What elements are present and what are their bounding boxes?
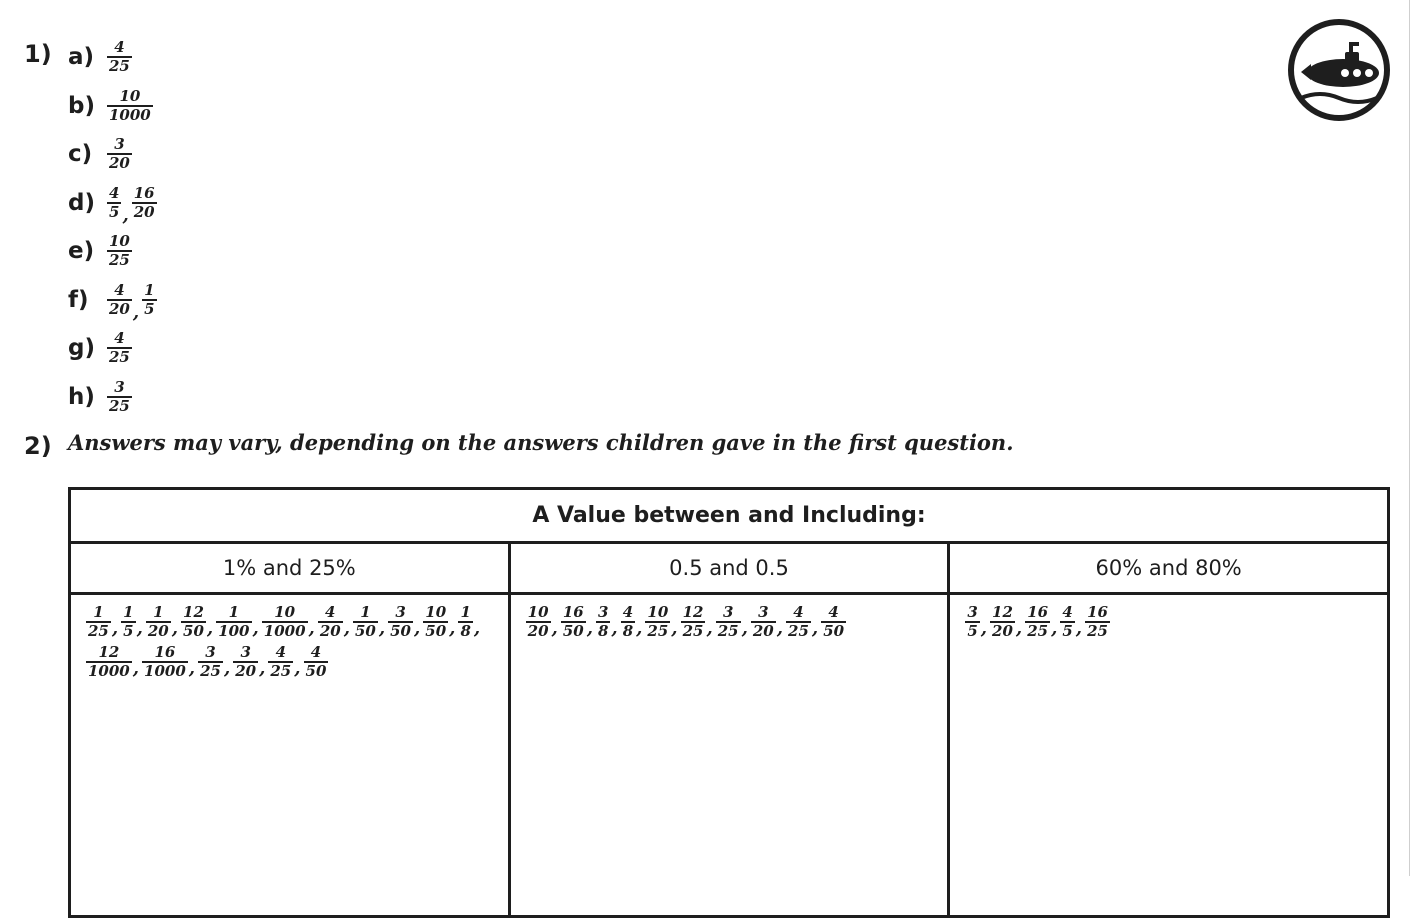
answer-row-h [68,374,133,420]
numerator: 1 [228,603,240,621]
answer-letter: b) [68,92,95,119]
comma-separator: , [811,618,819,639]
comma-separator: , [343,618,350,639]
comma-separator: , [132,301,140,323]
denominator: 20 [133,202,155,221]
comma-separator: , [586,618,593,639]
answer-letter: e) [68,238,95,264]
numerator: 4 [793,603,804,621]
comma-separator: , [122,204,129,226]
comma-separator: , [259,658,266,679]
denominator: 5 [1062,622,1073,640]
denominator: 8 [622,622,634,640]
cell-fraction [181,605,206,639]
answer-fraction [107,377,132,415]
denominator: 1000 [88,662,130,680]
comma-separator: , [449,618,456,639]
cell-fraction [561,605,586,639]
denominator: 25 [109,348,130,366]
numerator: 1 [144,280,155,299]
numerator: 1 [93,603,104,621]
cell-fraction [621,605,635,639]
answer-row-d [68,180,158,226]
denominator: 20 [527,622,549,640]
answer-fraction [132,183,157,221]
cell-fraction [353,605,378,639]
comma-separator: , [223,658,231,679]
denominator: 8 [597,622,609,640]
comma-separator: , [776,618,784,639]
cell-fraction [423,605,448,639]
cell-fraction [86,645,132,679]
comma-separator: , [111,618,119,639]
denominator: 25 [717,622,739,640]
cell-fraction [216,605,251,639]
cell-fraction [751,605,776,639]
comma-separator: , [741,618,748,639]
denominator: 25 [270,662,292,680]
cell-fraction [304,645,329,679]
numerator: 3 [114,135,125,153]
denominator: 25 [682,622,704,640]
numerator: 3 [758,603,769,621]
denominator: 5 [123,622,134,640]
cell-fraction [716,605,741,639]
denominator: 20 [235,662,257,680]
comma-separator: , [414,618,421,639]
numerator: 4 [114,38,125,56]
cell-fraction [268,645,293,679]
column-header-3: 60% and 80% [949,543,1389,594]
denominator: 50 [390,622,411,640]
denominator: 25 [109,396,130,415]
comma-separator: , [188,658,196,679]
numerator: 12 [98,643,120,661]
cell-fraction [821,605,846,639]
denominator: 50 [425,622,447,640]
comma-separator: , [1051,618,1058,639]
denominator: 5 [967,622,978,640]
denominator: 20 [319,622,341,640]
comma-separator: , [473,618,481,639]
cell-column-2 [509,594,949,917]
answer-fraction [107,137,132,171]
comma-separator: , [1075,618,1083,639]
denominator: 20 [992,622,1013,640]
numerator: 4 [622,603,634,621]
numerator: 3 [967,603,978,621]
numerator: 1 [153,603,164,621]
cell-fraction [645,605,670,639]
cell-fraction [121,605,135,639]
answer-fraction [107,331,132,365]
answer-row-a [68,34,133,80]
denominator: 50 [183,622,204,640]
numerator: 12 [183,603,204,621]
answer-fraction [107,40,132,74]
cell-fraction [526,605,551,639]
answer-row-b [68,83,154,129]
fraction-line [525,605,934,639]
numerator: 10 [274,603,296,621]
comma-separator: , [551,618,558,639]
numerator: 10 [647,603,669,621]
numerator: 3 [240,643,251,661]
numerator: 4 [1062,603,1073,621]
numerator: 10 [425,603,447,621]
cell-fraction [233,645,258,679]
answer-fraction [107,183,121,221]
answer-fraction [107,280,132,318]
comma-separator: , [132,658,140,679]
fraction-line [85,645,494,679]
numerator: 3 [597,603,609,621]
denominator: 25 [109,251,130,269]
numerator: 3 [114,377,125,396]
numerator: 16 [154,643,176,661]
denominator: 25 [1027,622,1049,640]
comma-separator: , [636,618,643,639]
numerator: 4 [310,643,322,661]
numerator: 4 [109,183,120,202]
cell-fraction [681,605,706,639]
denominator: 20 [109,299,130,318]
denominator: 50 [354,622,376,640]
numerator: 3 [395,603,406,621]
numerator: 16 [1087,603,1108,621]
denominator: 5 [109,202,120,221]
numerator: 4 [275,643,287,661]
numerator: 3 [722,603,734,621]
comma-separator: , [1015,618,1023,639]
numerator: 4 [114,329,125,347]
numerator: 16 [562,603,584,621]
denominator: 25 [788,622,809,640]
fraction-line [85,605,494,639]
numerator: 10 [527,603,549,621]
numerator: 1 [123,603,134,621]
comma-separator: , [980,618,988,639]
denominator: 25 [88,622,109,640]
cell-fraction [262,605,308,639]
cell-fraction [388,605,413,639]
denominator: 25 [647,622,669,640]
answer-letter: f) [68,286,89,313]
cell-fraction [990,605,1015,639]
answer-row-c [68,131,133,177]
cell-fraction [1025,605,1050,639]
answer-letter: c) [68,141,93,167]
numerator: 16 [133,183,155,202]
numerator: 10 [109,232,130,250]
comma-separator: , [378,618,386,639]
cell-fraction [965,605,979,639]
denominator: 20 [109,154,130,172]
numerator: 4 [325,603,336,621]
denominator: 20 [752,622,774,640]
cell-fraction [142,645,188,679]
answer-row-f [68,277,158,323]
cell-fraction [458,605,472,639]
table-title: A Value between and Including: [70,489,1389,543]
cell-fraction [146,605,171,639]
answer-letter: h) [68,383,95,410]
numerator: 12 [682,603,704,621]
denominator: 25 [1087,622,1108,640]
comma-separator: , [171,618,179,639]
denominator: 50 [823,622,845,640]
denominator: 5 [144,299,155,318]
comma-separator: , [252,618,259,639]
column-header-1: 1% and 25% [70,543,510,594]
cell-fraction [198,645,223,679]
denominator: 25 [200,662,221,680]
cell-fraction [1060,605,1074,639]
cell-fraction [86,605,111,639]
cell-fraction [1085,605,1110,639]
comma-separator: , [611,618,618,639]
answer-fraction [107,86,153,124]
answer-letter: a) [68,44,95,70]
cell-fraction [786,605,811,639]
submarine-icon [1287,18,1391,122]
question-2-text: Answers may vary, depending on the answers children gave in the first question. [68,430,1014,455]
question-1-number: 1) [24,40,52,68]
question-2-number: 2) [24,432,52,460]
denominator: 100 [218,622,250,640]
numerator: 4 [114,280,125,299]
denominator: 1000 [144,662,186,680]
cell-column-1 [70,594,510,917]
comma-separator: , [706,618,713,639]
denominator: 1000 [109,105,151,124]
denominator: 50 [562,622,584,640]
column-header-2: 0.5 and 0.5 [509,543,949,594]
answer-fraction [142,280,156,318]
denominator: 1000 [263,622,306,640]
values-table [68,487,1390,918]
comma-separator: , [206,618,214,639]
answer-row-g [68,325,133,371]
denominator: 50 [305,662,327,680]
comma-separator: , [136,618,143,639]
numerator: 3 [205,643,216,661]
answer-fraction [107,234,132,268]
numerator: 12 [992,603,1013,621]
comma-separator: , [308,618,315,639]
cell-fraction [596,605,610,639]
comma-separator: , [294,658,301,679]
cell-fraction [318,605,343,639]
numerator: 4 [828,603,839,621]
answer-letter: d) [68,189,95,216]
numerator: 1 [460,603,471,621]
numerator: 10 [119,86,141,105]
numerator: 1 [360,603,371,621]
cell-column-3 [949,594,1389,917]
fraction-line [964,605,1373,639]
answer-letter: g) [68,335,95,361]
denominator: 25 [109,57,130,75]
denominator: 8 [460,622,471,640]
answer-row-e [68,228,133,274]
comma-separator: , [671,618,678,639]
numerator: 16 [1027,603,1049,621]
denominator: 20 [147,622,169,640]
